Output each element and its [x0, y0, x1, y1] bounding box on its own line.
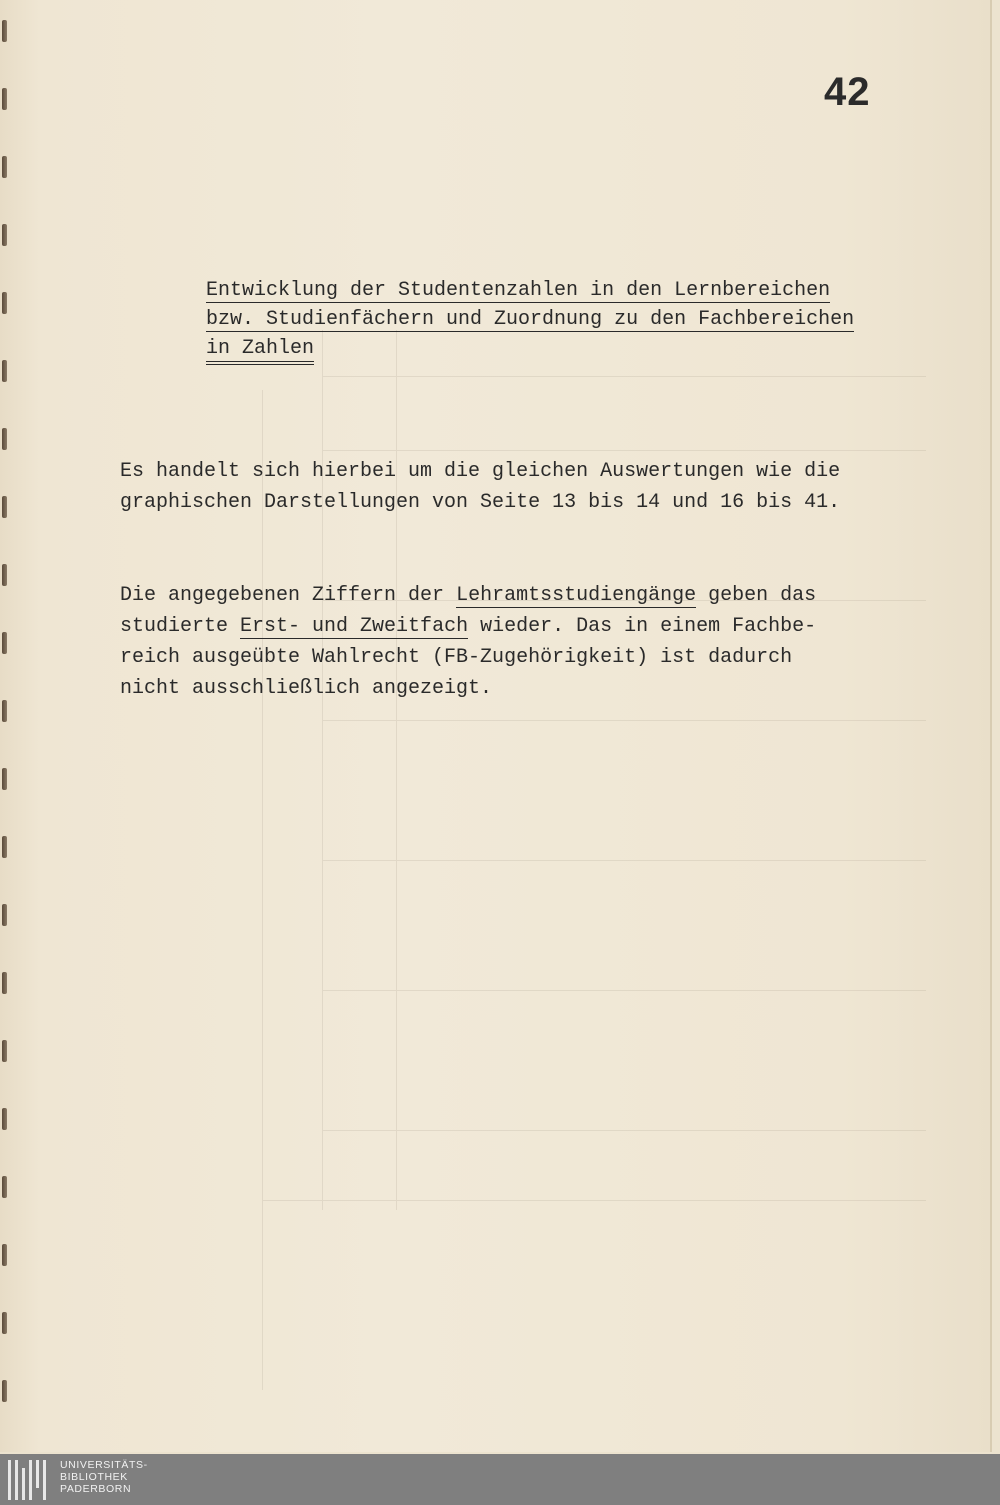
- library-logo-icon: [4, 1460, 52, 1500]
- heading-line-3: in Zahlen: [206, 334, 926, 363]
- section-heading: [206, 276, 926, 363]
- spiral-binding: [0, 0, 14, 1452]
- paragraph-2-line-1: Die angegebenen Ziffern der Lehramtsstudiengänge geben das: [120, 584, 817, 607]
- paragraph-1: [120, 456, 920, 518]
- paragraph-2-line-2: studierte Erst- und Zweitfach wieder. Das in einem Fachbe-: [120, 615, 817, 638]
- paragraph-1-line-2: graphischen Darstellungen von Seite 13 bis 14 und 16 bis 41.: [120, 491, 841, 514]
- paragraph-2: [120, 580, 920, 704]
- heading-line-2: bzw. Studienfächern und Zuordnung zu den Fachbereichen: [206, 308, 855, 331]
- underlined-term-lehramt: Lehramtsstudiengänge: [456, 584, 697, 607]
- underlined-term-fach: Erst- und Zweitfach: [240, 615, 469, 638]
- paragraph-2-line-4: nicht ausschließlich angezeigt.: [120, 677, 493, 700]
- heading-line-1: Entwicklung der Studentenzahlen in den Lernbereichen: [206, 279, 831, 302]
- page-number: 42: [824, 70, 871, 114]
- library-footer: [0, 1454, 1000, 1505]
- paragraph-1-line-1: Es handelt sich hierbei um die gleichen Auswertungen wie die: [120, 460, 841, 483]
- library-logo-text: UNIVERSITÄTS- BIBLIOTHEK PADERBORN: [60, 1459, 148, 1495]
- paragraph-2-line-3: reich ausgeübte Wahlrecht (FB-Zugehörigkeit) ist dadurch: [120, 646, 793, 669]
